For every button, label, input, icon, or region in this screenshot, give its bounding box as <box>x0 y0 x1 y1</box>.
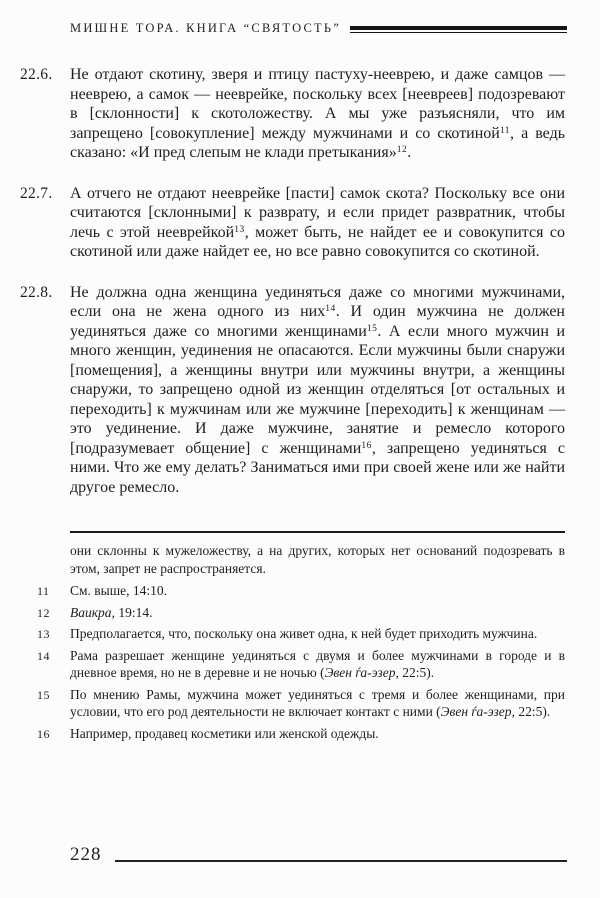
footnote-16 <box>37 725 565 743</box>
footnote-number: 15 <box>37 687 50 702</box>
running-head-rule <box>350 26 567 34</box>
footnote-text: Ваикра, 19:14. <box>70 604 153 620</box>
footnote-reference: 14 <box>325 304 336 314</box>
footnote-reference: 12 <box>396 145 408 155</box>
page-footer <box>70 845 567 865</box>
footnote-13 <box>37 625 565 643</box>
footnote-text: Например, продавец косметики или женской одежды. <box>70 725 379 741</box>
footnote-number: 14 <box>37 648 50 663</box>
footnote-14 <box>37 647 565 682</box>
footnote-reference: 16 <box>361 440 372 451</box>
paragraph-22-6 <box>20 65 565 163</box>
paragraph-text: Не отдают скотину, зверя и птицу пастуху-нееврею, и даже самцов — нееврею, а самок — нееврейке, поскольку всех [неевреев] подозревают в [склонности] к скотоложеству. А мы уже разъясняли, что им запрещено [совокупление] между мужчинами и со скотиной$^{11}$, а ведь сказано: «И пред слепым не клади претыкания»$^{12}$. <box>70 66 565 161</box>
footnote-number: 11 <box>37 584 50 598</box>
paragraph-22-7 <box>20 184 565 262</box>
footnotes-block <box>37 542 565 742</box>
paragraph-number: 22.8. <box>20 283 53 301</box>
footnote-11 <box>37 582 565 600</box>
footnote-text: По мнению Рамы, мужчина может уединяться с тремя и более женщинами, при условии, что его род деятельности не включает контакт с ними (Эвен ѓа-эзер, 22:5). <box>70 686 565 719</box>
paragraph-text: Не должна одна женщина уединяться даже со многими мужчинами, если она не жена одного из них$^{14}$. И один мужчина не должен уединяться даже со многими женщинами$^{15}$. А если много мужчин и много женщин, уединения не опасаются. Если мужчины были снаружи [помещения], а женщины внутри или мужчины внутри, а женщины снаружи, то запрещено одной из женщин отделяться [от остальных и переходить] к мужчинам или же мужчине [переходить] к женщинам — это уединение. И даже мужчине, занятие и ремесло которого [подразумевает общение] с женщинами$^{16}$, запрещено уединяться с ними. Что же ему делать? Заниматься ими при своей жене или же найти другое ремесло. <box>70 283 566 496</box>
footnote-separator-rule <box>70 531 565 533</box>
page-number: 228 <box>70 844 102 865</box>
footer-rule <box>115 860 568 862</box>
footnote-number: 13 <box>37 627 50 641</box>
footnote-continuation: они склонны к мужеложеству, а на других, которых нет оснований подозревать в этом, запрет не распространяется. <box>70 543 565 576</box>
paragraph-22-8 <box>20 283 566 498</box>
footnote-text: Предполагается, что, поскольку она живет одна, к ней будет приходить мужчина. <box>70 626 538 641</box>
footnote-number: 16 <box>37 726 50 741</box>
footnote-reference: 15 <box>366 323 378 334</box>
paragraph-number: 22.6. <box>20 66 53 83</box>
main-text-column <box>20 65 566 497</box>
running-head <box>70 0 567 36</box>
running-head-rule-thin <box>350 32 567 34</box>
running-head-rule-thick <box>350 26 567 31</box>
paragraph-number: 22.7. <box>20 184 53 202</box>
running-head-title: МИШНЕ ТОРА. КНИГА “СВЯТОСТЬ” <box>70 21 341 35</box>
italic-title: Ваикра <box>70 604 112 620</box>
italic-title: Эвен ѓа-эзер <box>324 665 396 680</box>
footnote-reference: 13 <box>234 224 245 235</box>
footnote-reference: 11 <box>499 125 511 136</box>
footnote-text: См. выше, 14:10. <box>70 583 168 598</box>
footnote-12 <box>37 604 565 622</box>
footnote-15 <box>37 686 565 721</box>
footnote-text: Рама разрешает женщине уединяться с двумя и более мужчинами в городе и в дневное время, но не в деревне и не ночью (Эвен ѓа-эзер, 22:5). <box>70 647 565 680</box>
paragraph-text: А отчего не отдают нееврейке [пасти] самок скота? Поскольку все они считаются [склонными] к разврату, и если придет развратник, чтобы лечь с этой нееврейкой$^{13}$, может быть, не найдет ее и совокупится со скотиной или даже найдет ее, но все равно совокупится со скотиной. <box>70 184 565 260</box>
footnote-number: 12 <box>37 605 50 620</box>
italic-title: Эвен ѓа-эзер <box>440 704 512 719</box>
